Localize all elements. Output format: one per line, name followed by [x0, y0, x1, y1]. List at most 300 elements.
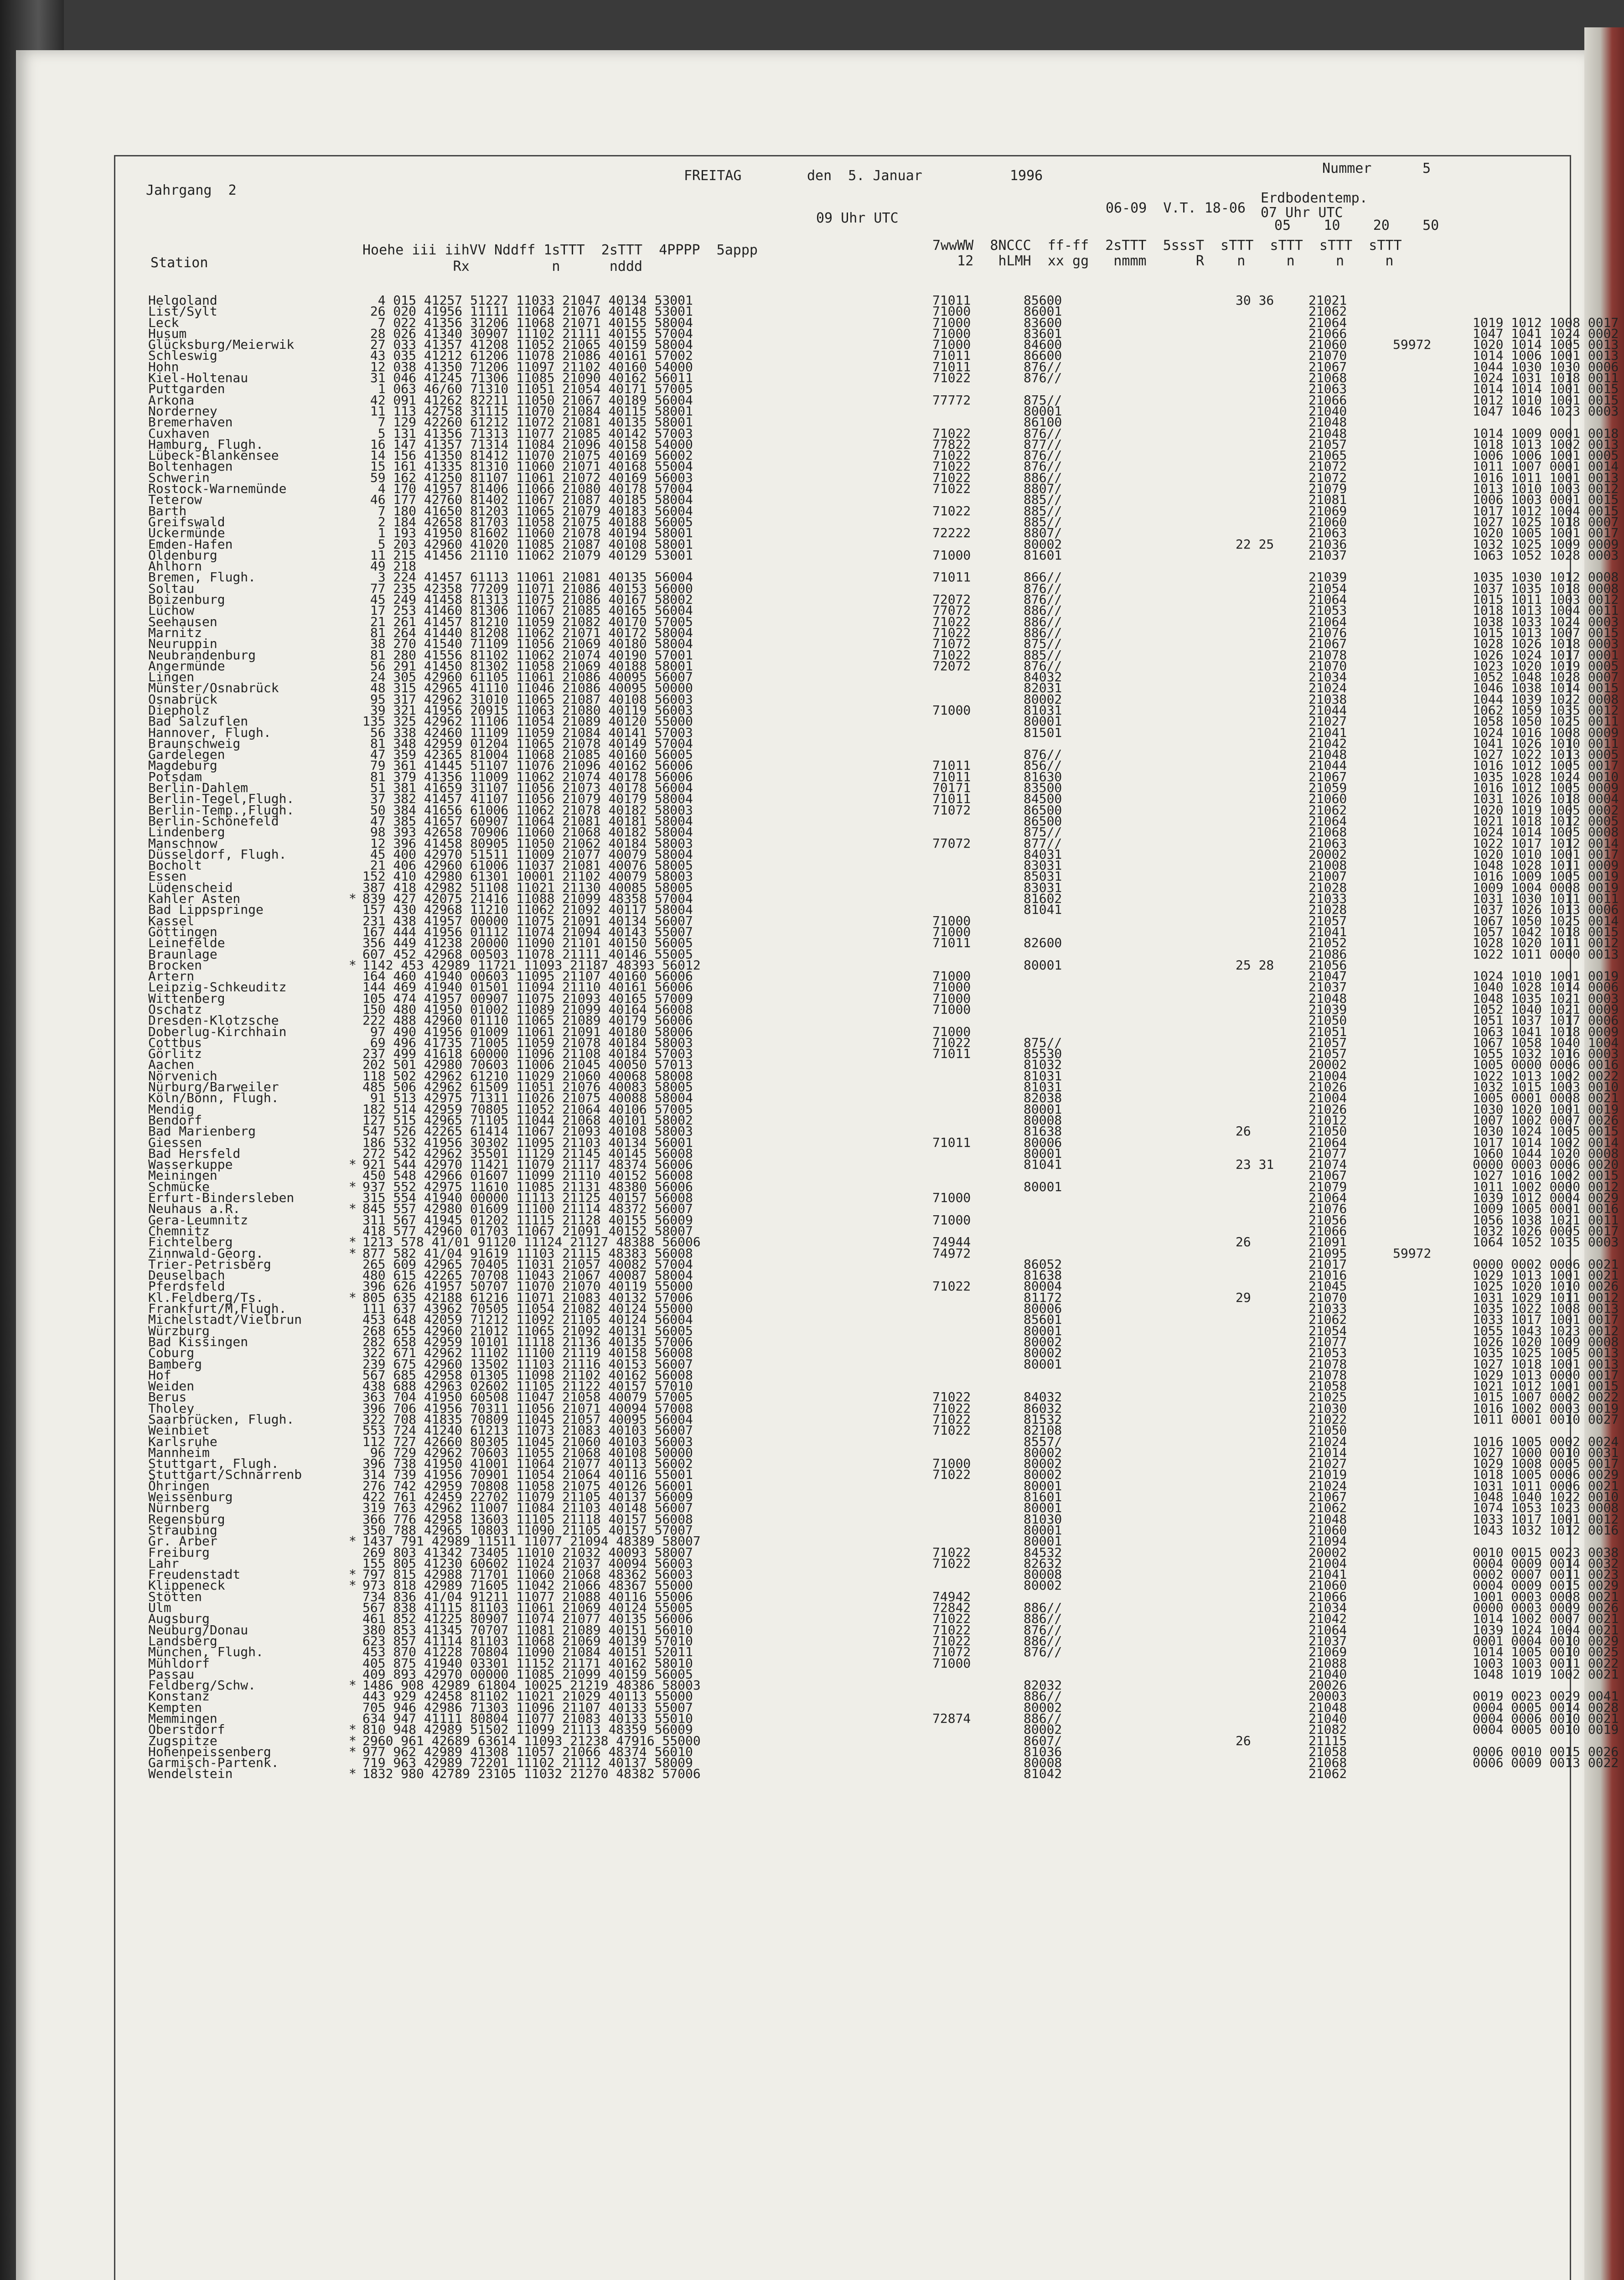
temp-group: 21062: [1309, 802, 1347, 818]
station-name: Bad Hersfeld: [148, 1145, 241, 1161]
station-name: Lübeck-Blankensee: [148, 448, 279, 463]
synop-group-1: 1 193 41950 81602 11060 21078 40194 58001: [362, 525, 693, 541]
temp-group: 21070: [1309, 348, 1347, 363]
soil-temp-group: 1025 1020 1010 0026: [1473, 1279, 1619, 1294]
cloud-group: 876//: [1024, 448, 1062, 463]
temp-group: 21053: [1309, 603, 1347, 618]
station-name: Stuttgart/Schnarrenb: [148, 1467, 302, 1482]
cloud-group: 876//: [1024, 592, 1062, 607]
soil-temp-group: 1035 1030 1012 0008: [1473, 570, 1619, 585]
station-name: Michelstadt/Vielbrun: [148, 1312, 302, 1327]
station-name: Garmisch-Partenk.: [148, 1755, 279, 1771]
synop-group-1: 37 382 41457 41107 11056 21079 40179 58004: [362, 791, 693, 807]
temp-group: 21012: [1309, 1112, 1347, 1128]
soil-temp-group: 1006 1003 0001 0015: [1473, 492, 1619, 508]
temp-group: 21048: [1309, 415, 1347, 430]
station-name: Göttingen: [148, 924, 217, 939]
soil-temp-group: 1022 1011 0000 0013: [1473, 946, 1619, 962]
station-name: Passau: [148, 1666, 195, 1682]
synop-group-1: 634 947 41111 80804 11077 21083 40133 55010: [362, 1711, 693, 1726]
station-name: Barth: [148, 503, 187, 518]
cloud-group: 83031: [1024, 858, 1062, 873]
weather-group: 71022: [932, 1633, 971, 1648]
station-name: Manschnow: [148, 835, 217, 851]
soil-temp-group: 1038 1033 1024 0003: [1473, 614, 1619, 629]
temp-group: 21041: [1309, 725, 1347, 740]
temp-group: 21076: [1309, 1201, 1347, 1217]
temp-group: 21077: [1309, 1145, 1347, 1161]
soil-temp-group: 1048 1028 1011 0009: [1473, 858, 1619, 873]
weather-group: 71000: [932, 326, 971, 341]
station-name: Stötten: [148, 1589, 202, 1604]
soil-temp-group: 1014 1005 0010 0025: [1473, 1644, 1619, 1660]
weather-group: 71022: [932, 1611, 971, 1627]
soil-temp-group: 1006 1006 1001 0005: [1473, 448, 1619, 463]
soil-temp-group: 0002 0007 0011 0023: [1473, 1567, 1619, 1582]
synop-group-1: 405 875 41940 03301 11152 21171 40162 58010: [362, 1655, 693, 1671]
weather-group: 71022: [932, 448, 971, 463]
station-name: Magdeburg: [148, 758, 217, 773]
synop-group-1: 38 270 41540 71109 11056 21069 40180 58004: [362, 636, 693, 652]
soil-temp-group: 1011 1002 0000 0012: [1473, 1179, 1619, 1194]
temp-group: 21058: [1309, 1744, 1347, 1759]
soil-temp-group: 1067 1058 1040 1004: [1473, 1035, 1619, 1050]
cloud-group: 876//: [1024, 580, 1062, 596]
synop-group-1: 79 361 41445 51107 11076 21096 40162 56006: [362, 758, 693, 773]
synop-group-1: 27 033 41357 41208 11052 21065 40159 58004: [362, 337, 693, 352]
cloud-group: 81601: [1024, 547, 1062, 563]
station-name: Stuttgart, Flugh.: [148, 1456, 279, 1472]
soil-temp-group: 0004 0006 0010 0021: [1473, 1711, 1619, 1726]
temp-group: 21070: [1309, 658, 1347, 674]
temp-group: 21024: [1309, 1434, 1347, 1449]
temp-group: 21068: [1309, 824, 1347, 840]
synop-group-1: 7 022 41356 31206 11068 21071 40155 58004: [362, 315, 693, 330]
station-name: Schleswig: [148, 348, 217, 363]
station-name: Bamberg: [148, 1356, 202, 1372]
synop-group-1: 91 513 42975 71311 11026 21075 40088 58004: [362, 1090, 693, 1106]
synop-group-1: 135 325 42962 11106 11054 21089 40120 55000: [362, 714, 693, 729]
synop-group-1: 396 738 41950 41001 11064 21077 40113 56002: [362, 1456, 693, 1472]
soil-temp-group: 1031 1030 1011 0011: [1473, 891, 1619, 907]
synop-group-1: 797 815 42988 71701 11060 21068 48362 56003: [362, 1567, 693, 1582]
station-name: Lingen: [148, 669, 195, 685]
synop-group-1: 81 280 41556 81102 11062 21074 40190 57001: [362, 647, 693, 663]
station-name: Gardelegen: [148, 747, 225, 762]
cloud-group: 80002: [1024, 1334, 1062, 1349]
cloud-group: 8807/: [1024, 481, 1062, 497]
col-head-2b: 12 hLMH xx gg nmmm R n n n n: [932, 253, 1394, 269]
weather-group: 77072: [932, 835, 971, 851]
cloud-group: 81601: [1024, 1489, 1062, 1505]
soil-temp-group: 1005 0000 0006 0016: [1473, 1057, 1619, 1073]
station-name: Arkona: [148, 392, 195, 408]
station-name: Nörvenich: [148, 1068, 217, 1083]
temp-group: 21050: [1309, 1013, 1347, 1028]
day-label: FREITAG: [684, 168, 742, 184]
soil-temp-group: 1012 1010 1001 0015: [1473, 392, 1619, 408]
temp-group: 21053: [1309, 1345, 1347, 1361]
cloud-group: 84532: [1024, 1544, 1062, 1560]
synop-group-1: 95 317 42962 31010 11065 21087 40108 56003: [362, 691, 693, 707]
soil-temp-group: 1014 1014 1001 0015: [1473, 381, 1619, 397]
weather-group: 71011: [932, 570, 971, 585]
synop-group-1: 222 488 42960 01110 11065 21089 40179 56006: [362, 1013, 693, 1028]
synop-group-1: 485 506 42962 61509 11051 21076 40083 58005: [362, 1079, 693, 1095]
soil-temp-group: 1016 1012 1005 0009: [1473, 780, 1619, 796]
soil-temp-group: 1055 1043 1023 0012: [1473, 1323, 1619, 1338]
weather-group: 71000: [932, 337, 971, 352]
soil-temp-group: 1019 1012 1008 0017: [1473, 315, 1619, 330]
soil-temp-group: 1009 1004 0008 0019: [1473, 880, 1619, 895]
cloud-group: 80002: [1024, 1578, 1062, 1593]
cloud-group: 83601: [1024, 326, 1062, 341]
synop-group-1: 1832 980 42789 23105 11032 21270 48382 57006: [362, 1766, 701, 1782]
cloud-group: 885//: [1024, 647, 1062, 663]
temp-group: 21060: [1309, 337, 1347, 352]
weather-group: 71022: [932, 425, 971, 441]
synop-group-1: 39 321 41956 20915 11063 21080 40119 56003: [362, 702, 693, 718]
temp-group: 21064: [1309, 813, 1347, 829]
station-name: Hohenpeissenberg: [148, 1744, 271, 1759]
station-name: Chemnitz: [148, 1223, 210, 1238]
synop-group-1: 98 393 42658 70906 11060 21068 40182 58004: [362, 824, 693, 840]
soil-temp-group: 1044 1030 1030 0006: [1473, 359, 1619, 374]
obs-time: 09 Uhr UTC: [816, 210, 899, 226]
soil-temp-group: 1018 1013 1002 0013: [1473, 436, 1619, 452]
cloud-group: 80001: [1024, 1101, 1062, 1117]
station-name: Zinnwald-Georg.: [148, 1245, 264, 1261]
soil-temp-group: 1027 1000 0010 0031: [1473, 1445, 1619, 1460]
weather-group: 74944: [932, 1234, 971, 1250]
station-name: Augsburg: [148, 1611, 210, 1627]
synop-group-1: 845 557 42980 01609 11100 21114 48372 56007: [362, 1201, 693, 1217]
soil-temp-group: 0004 0005 0014 0028: [1473, 1700, 1619, 1715]
soil-temp-group: 1043 1032 1012 0016: [1473, 1522, 1619, 1538]
col-head-2: 7wwWW 8NCCC ff-ff 2sTTT 5sssT sTTT sTTT sTTT sTTT: [932, 238, 1402, 254]
temp-group: 21079: [1309, 1179, 1347, 1194]
cloud-group: 856//: [1024, 758, 1062, 773]
station-name: Köln/Bonn, Flugh.: [148, 1090, 279, 1106]
temp-group: 21057: [1309, 1046, 1347, 1062]
soil-temp-group: 0006 0010 0015 0026: [1473, 1744, 1619, 1759]
soil-temp-group: 1033 1017 1001 0017: [1473, 1312, 1619, 1327]
temp-group: 21056: [1309, 1212, 1347, 1228]
weather-group: 71000: [932, 547, 971, 563]
station-name: Schwerin: [148, 470, 210, 485]
depths-header: 05 10 20 50: [1274, 218, 1439, 233]
temp-group: 20002: [1309, 1544, 1347, 1560]
station-name: Marnitz: [148, 625, 202, 640]
station-name: Görlitz: [148, 1046, 202, 1062]
weather-group: 71022: [932, 503, 971, 518]
cloud-group: 81042: [1024, 1766, 1062, 1782]
cloud-group: 83031: [1024, 880, 1062, 895]
cloud-group: 81030: [1024, 1511, 1062, 1527]
synop-group-1: 705 946 42986 71303 11096 21107 40133 55007: [362, 1700, 693, 1715]
cloud-group: 80002: [1024, 536, 1062, 552]
soil-temp-group: 1037 1026 1013 0006: [1473, 902, 1619, 917]
synop-group-1: 311 567 41945 01202 11115 21128 40155 56009: [362, 1212, 693, 1228]
soil-temp-group: 1039 1024 1004 0021: [1473, 1622, 1619, 1637]
cloud-group: 81041: [1024, 1157, 1062, 1172]
station-name: Zugspitze: [148, 1733, 217, 1748]
weather-group: 72072: [932, 592, 971, 607]
station-name: Mannheim: [148, 1445, 210, 1460]
synop-group-1: 1 063 46/60 71310 11051 21054 40171 57005: [362, 381, 693, 397]
cloud-group: 81036: [1024, 1744, 1062, 1759]
weather-group: 71000: [932, 702, 971, 718]
weather-group: 77072: [932, 603, 971, 618]
synop-group-1: 937 552 42975 11610 11085 21131 48380 56006: [362, 1179, 693, 1194]
temp-group: 21048: [1309, 425, 1347, 441]
station-name: Mendig: [148, 1101, 195, 1117]
synop-group-1: 810 948 42989 51502 11099 21113 48359 56009: [362, 1722, 693, 1737]
soil-temp-group: 1016 1009 1005 0019: [1473, 869, 1619, 884]
station-name: Freiburg: [148, 1544, 210, 1560]
mountain-marker: *: [349, 1578, 357, 1593]
cloud-group: 876//: [1024, 1622, 1062, 1637]
soil-temp-group: 1030 1020 1001 0019: [1473, 1101, 1619, 1117]
wind-peak: 30 36: [1236, 293, 1274, 308]
weather-group: 77822: [932, 436, 971, 452]
cloud-group: 80001: [1024, 1179, 1062, 1194]
temp-group: 21007: [1309, 869, 1347, 884]
station-name: Kempten: [148, 1700, 202, 1715]
cloud-group: 83500: [1024, 780, 1062, 796]
station-name: Lindenberg: [148, 824, 225, 840]
soil-temp-group: 1039 1012 0004 0029: [1473, 1190, 1619, 1206]
station-name: Meiningen: [148, 1168, 217, 1183]
synop-group-1: 14 156 41350 81412 11070 21075 40169 56002: [362, 448, 693, 463]
weather-group: 71022: [932, 459, 971, 474]
temp-group: 21004: [1309, 1068, 1347, 1083]
soil-temp-group: 1014 1006 1001 0013: [1473, 348, 1619, 363]
synop-group-1: 480 615 42265 70708 11043 21067 40087 58004: [362, 1268, 693, 1283]
soil-temp-group: 1027 1018 1001 0013: [1473, 1356, 1619, 1372]
cloud-group: 886//: [1024, 470, 1062, 485]
weather-group: 71000: [932, 924, 971, 939]
synop-group-1: 623 857 41114 81103 11068 21069 40139 57010: [362, 1633, 693, 1648]
weather-group: 71072: [932, 636, 971, 652]
snow-group: 59972: [1393, 1245, 1432, 1261]
synop-group-1: 48 315 42965 41110 11046 21086 40095 50000: [362, 680, 693, 696]
soil-temp-group: 1048 1019 1002 0021: [1473, 1666, 1619, 1682]
mountain-marker: *: [349, 1733, 357, 1748]
temp-group: 21060: [1309, 791, 1347, 807]
synop-group-1: 127 515 42965 71105 11044 21068 40101 58002: [362, 1112, 693, 1128]
station-name: Angermünde: [148, 658, 225, 674]
cloud-group: 81031: [1024, 1079, 1062, 1095]
temp-group: 21074: [1309, 1157, 1347, 1172]
temp-group: 21082: [1309, 1722, 1347, 1737]
synop-group-1: 443 929 42458 81102 11021 21029 40113 55000: [362, 1689, 693, 1704]
station-name: Regensburg: [148, 1511, 225, 1527]
synop-group-1: 1213 578 41/01 91120 11124 21127 48388 56006: [362, 1234, 701, 1250]
weather-group: 71011: [932, 348, 971, 363]
temp-group: 21066: [1309, 1589, 1347, 1604]
synop-group-1: 977 962 42989 41308 11057 21066 48374 56010: [362, 1744, 693, 1759]
synop-group-1: 5 203 42960 41020 11085 21087 40108 58001: [362, 536, 693, 552]
cloud-group: 81041: [1024, 902, 1062, 917]
cloud-group: 8607/: [1024, 1733, 1062, 1748]
soil-temp-group: 1063 1052 1028 0003: [1473, 547, 1619, 563]
weather-group: 77772: [932, 392, 971, 408]
wind-peak: 25 28: [1236, 957, 1274, 973]
station-name: Bremen, Flugh.: [148, 570, 256, 585]
cloud-group: 80002: [1024, 1722, 1062, 1737]
temp-group: 21051: [1309, 1024, 1347, 1039]
cloud-group: 81638: [1024, 1124, 1062, 1139]
station-name: Hohn: [148, 359, 179, 374]
station-name: Cuxhaven: [148, 425, 210, 441]
weather-group: 71000: [932, 1190, 971, 1206]
synop-group-1: 322 708 41835 70809 11045 21057 40095 56004: [362, 1411, 693, 1427]
cloud-group: 885//: [1024, 514, 1062, 529]
temp-group: 21048: [1309, 1700, 1347, 1715]
station-name: Berlin-Temp.,Flugh.: [148, 802, 295, 818]
soil-temp-group: 0010 0015 0023 0038: [1473, 1544, 1619, 1560]
temp-group: 21070: [1309, 1290, 1347, 1305]
cloud-group: 80008: [1024, 1755, 1062, 1771]
cloud-group: 876//: [1024, 359, 1062, 374]
soil-temp-group: 1001 0003 0008 0021: [1473, 1589, 1619, 1604]
station-name: Oldenburg: [148, 547, 217, 563]
temp-group: 21081: [1309, 492, 1347, 508]
snow-group: 59972: [1393, 337, 1432, 352]
soil-temp-group: 1058 1050 1025 0011: [1473, 714, 1619, 729]
weather-group: 70171: [932, 780, 971, 796]
temp-group: 21063: [1309, 381, 1347, 397]
synop-group-1: 112 727 42660 80305 11045 21060 40103 56003: [362, 1434, 693, 1449]
weather-group: 71011: [932, 359, 971, 374]
temp-group: 21039: [1309, 570, 1347, 585]
soil-temp-group: 1024 1010 1001 0019: [1473, 969, 1619, 984]
soil-temp-group: 1009 1005 0001 0016: [1473, 1201, 1619, 1217]
synop-group-1: 81 348 42959 01204 11065 21078 40149 57004: [362, 736, 693, 751]
station-name: Neuhaus a.R.: [148, 1201, 241, 1217]
temp-group: 21040: [1309, 1711, 1347, 1726]
station-name: Soltau: [148, 580, 195, 596]
soil-temp-group: 1035 1028 1024 0010: [1473, 769, 1619, 784]
temp-group: 21063: [1309, 525, 1347, 541]
station-name: Braunschweig: [148, 736, 241, 751]
mountain-marker: *: [349, 1179, 357, 1194]
station-name: Norderney: [148, 403, 217, 419]
temp-group: 21078: [1309, 647, 1347, 663]
temp-group: 21088: [1309, 1655, 1347, 1671]
synop-group-1: 182 514 42959 70805 11052 21064 40106 57005: [362, 1101, 693, 1117]
cloud-group: 875//: [1024, 824, 1062, 840]
synop-group-1: 319 763 42962 11007 11084 21103 40148 56007: [362, 1500, 693, 1516]
synop-group-1: 276 742 42959 70808 11058 21075 40126 56001: [362, 1478, 693, 1493]
synop-group-1: 81 379 41356 11009 11062 21074 40178 56006: [362, 769, 693, 784]
station-name: Cottbus: [148, 1035, 202, 1050]
station-name: Lüchow: [148, 603, 195, 618]
synop-group-1: 453 870 41228 70804 11090 21084 40151 52011: [362, 1644, 693, 1660]
soil-temp-group: 1044 1039 1022 0008: [1473, 691, 1619, 707]
temp-group: 21052: [1309, 935, 1347, 951]
station-name: Feldberg/Schw.: [148, 1678, 256, 1693]
synop-group-1: 56 291 41450 81302 11058 21069 40188 58001: [362, 658, 693, 674]
synop-group-1: 269 803 41342 73405 11010 21032 40093 58007: [362, 1544, 693, 1560]
synop-group-1: 50 384 41656 61006 11062 21078 40182 58003: [362, 802, 693, 818]
soil-temp-group: 1027 1025 1018 0007: [1473, 514, 1619, 529]
temp-group: 21067: [1309, 1168, 1347, 1183]
temp-group: 20026: [1309, 1678, 1347, 1693]
cloud-group: 80001: [1024, 714, 1062, 729]
soil-temp-group: 1035 1025 1005 0013: [1473, 1345, 1619, 1361]
cloud-group: 81602: [1024, 891, 1062, 907]
synop-group-1: 877 582 41/04 91619 11103 21115 48383 56008: [362, 1245, 693, 1261]
soil-temp-group: 1047 1041 1024 0002: [1473, 326, 1619, 341]
synop-group-1: 43 035 41212 61206 11078 21086 40161 57002: [362, 348, 693, 363]
station-name: Boltenhagen: [148, 459, 233, 474]
cloud-group: 886//: [1024, 1600, 1062, 1616]
soil-temp-group: 1020 1019 1005 0002: [1473, 802, 1619, 818]
soil-temp-group: 0004 0009 0014 0032: [1473, 1555, 1619, 1571]
cloud-group: 875//: [1024, 636, 1062, 652]
soil-temp-group: 1023 1020 1019 0005: [1473, 658, 1619, 674]
weather-group: 71022: [932, 1279, 971, 1294]
synop-group-1: 24 305 42960 61105 11061 21086 40095 56007: [362, 669, 693, 685]
weather-group: 71011: [932, 758, 971, 773]
temp-group: 21034: [1309, 669, 1347, 685]
mountain-marker: *: [349, 1234, 357, 1250]
mountain-marker: *: [349, 1201, 357, 1217]
synop-group-1: 56 338 42460 11109 11059 21084 40141 57003: [362, 725, 693, 740]
cloud-group: 86001: [1024, 304, 1062, 319]
station-name: Boizenburg: [148, 592, 225, 607]
temp-group: 21060: [1309, 514, 1347, 529]
cloud-group: 876//: [1024, 747, 1062, 762]
cloud-group: 80008: [1024, 1567, 1062, 1582]
temp-group: 21077: [1309, 1334, 1347, 1349]
temp-group: 21028: [1309, 902, 1347, 917]
soil-temp-group: 1031 1011 0006 0021: [1473, 1478, 1619, 1493]
mountain-marker: *: [349, 1722, 357, 1737]
wind-peak: 22 25: [1236, 536, 1274, 552]
cloud-group: 86500: [1024, 813, 1062, 829]
temp-group: 21057: [1309, 436, 1347, 452]
mountain-marker: *: [349, 1678, 357, 1693]
synop-group-1: 315 554 41940 00000 11113 21125 40157 56008: [362, 1190, 693, 1206]
station-name: Karlsruhe: [148, 1434, 217, 1449]
synop-group-1: 409 893 42970 00000 11085 21099 40159 56005: [362, 1666, 693, 1682]
soil-temp-group: 1064 1052 1035 0003: [1473, 1234, 1619, 1250]
cloud-group: 81031: [1024, 702, 1062, 718]
cloud-group: 80001: [1024, 1323, 1062, 1338]
synop-group-1: 4 015 41257 51227 11033 21047 40134 53001: [362, 293, 693, 308]
station-name: Bad Marienberg: [148, 1124, 256, 1139]
station-name: Neuburg/Donau: [148, 1622, 248, 1637]
cloud-group: 886//: [1024, 1689, 1062, 1704]
soil-temp-group: 1016 1005 0002 0024: [1473, 1434, 1619, 1449]
temp-group: 21057: [1309, 1035, 1347, 1050]
synop-group-1: 31 046 41245 71306 11085 21090 40162 56011: [362, 370, 693, 386]
synop-group-1: 12 396 41458 80905 11050 21062 40184 58003: [362, 835, 693, 851]
cloud-group: 80006: [1024, 1135, 1062, 1150]
station-name: Emden-Hafen: [148, 536, 233, 552]
cloud-group: 877//: [1024, 835, 1062, 851]
station-name: Braunlage: [148, 946, 217, 962]
station-name: Brocken: [148, 957, 202, 973]
synop-group-1: 734 836 41/04 91211 11077 21088 40116 55006: [362, 1589, 693, 1604]
station-name: Würzburg: [148, 1323, 210, 1338]
soil-temp-group: 0004 0009 0015 0029: [1473, 1578, 1619, 1593]
weather-group: 71011: [932, 769, 971, 784]
station-name: Saarbrücken, Flugh.: [148, 1411, 295, 1427]
